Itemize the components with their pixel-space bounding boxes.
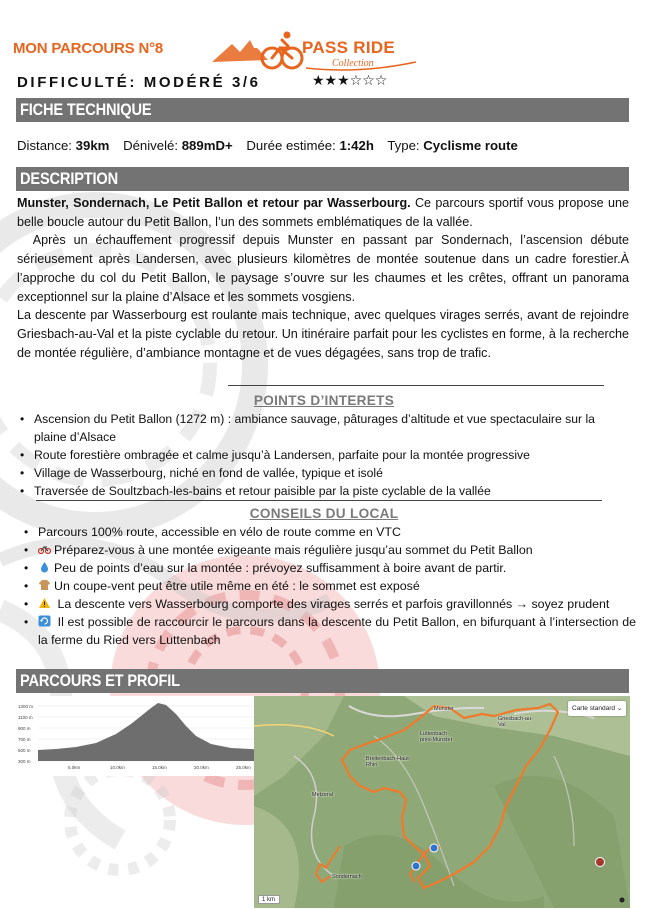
distance-value: 39km — [75, 138, 110, 153]
map-place-label: Sondernach — [332, 874, 362, 880]
list-item — [22, 577, 636, 595]
list-item: • Route forestière ombragée et calme jusqu’à Landersen, parfaite pour la montée progressive — [18, 446, 628, 464]
fiche-technique-line — [17, 138, 518, 153]
map-terrain — [254, 696, 630, 908]
divider — [228, 385, 604, 386]
x-tick-label: 15.0km — [152, 765, 167, 770]
description-paragraph: La descente par Wasserbourg est roulante mais technique, avec quelques virages serrés, avant de rejoindre Griesbach-au-Val et la piste cyclable du retour. Un itinéraire parfait pour les cyclistes en forme, à la recherche de montée régulière, d’ambiance montagne et de vues dégagées, sans trop de trafic. — [17, 308, 629, 360]
section-title: DESCRIPTION — [20, 169, 119, 188]
route-map[interactable] — [254, 696, 630, 908]
description-paragraph: Après un échauffement progressif depuis Munster en passant par Sondernach, l’ascension débute sérieusement après Landersen, avec plusieurs kilomètres de montée soutenue dans un cadre forestier.À l’approche du col du Petit Ballon, le paysage s’ouvre sur les chaumes et les crêtes, offrant un panorama exceptionnel sur la plaine d’Alsace et les sommets vosgiens. — [17, 233, 633, 304]
conseils-list — [22, 523, 636, 649]
warning-icon — [38, 597, 51, 609]
map-style-label: Carte standard — [572, 705, 615, 712]
section-description — [16, 167, 629, 191]
y-tick-label: 1300 m — [18, 704, 34, 709]
list-item — [22, 523, 636, 541]
list-item-text: La descente vers Wasserbourg comporte des virages serrés et parfois gravillonnés → soyez prudent — [54, 597, 610, 611]
section-title: FICHE TECHNIQUE — [20, 100, 152, 119]
list-item-text: Parcours 100% route, accessible en vélo de route comme en VTC — [38, 525, 401, 539]
list-item-text: Il est possible de raccourcir le parcours dans la descente du Petit Ballon, en bifurquant à l’intersection de la ferme du Ried vers Luttenbach — [38, 615, 636, 647]
elevation-label: Dénivelé: — [123, 138, 179, 153]
elevation-value: 889mD+ — [181, 138, 233, 153]
points-list — [18, 410, 628, 500]
y-tick-label: 1100 m — [18, 715, 33, 720]
distance-label: Distance: — [17, 138, 72, 153]
list-item — [22, 613, 636, 649]
section-parcours-profil — [16, 669, 629, 693]
logo-title: PASS RIDE — [302, 38, 396, 57]
description-text — [17, 194, 633, 362]
route-number: MON PARCOURS N°8 — [13, 40, 164, 57]
section-fiche-technique — [16, 98, 629, 122]
duration-label: Durée estimée: — [246, 138, 336, 153]
map-place-label: Munster — [434, 706, 454, 712]
y-tick-label: 500 m — [18, 748, 31, 753]
shortcut-icon — [38, 615, 51, 627]
map-place-label: Metzeral — [312, 792, 334, 798]
description-lead-text: Ce parcours sportif vous propose une belle boucle autour du Petit Ballon, l’un des sommets emblématiques de la vallée. — [17, 196, 629, 229]
type-value: Cyclisme route — [423, 138, 518, 153]
y-tick-label: 700 m — [18, 737, 31, 742]
points-title: POINTS D’INTERETS — [253, 393, 395, 408]
x-tick-label: 10.0km — [110, 765, 125, 770]
x-tick-label: 20.0km — [194, 765, 209, 770]
description-paragraph — [17, 194, 629, 231]
conseils-title: CONSEILS DU LOCAL — [249, 506, 399, 521]
list-item: • Village de Wasserbourg, niché en fond de vallée, typique et isolé — [18, 464, 628, 482]
duration-value: 1:42h — [339, 138, 374, 153]
list-item — [22, 541, 636, 559]
logo-subtitle: Collection — [332, 58, 374, 69]
list-item: • Ascension du Petit Ballon (1272 m) : ambiance sauvage, pâturages d’altitude et vue spectaculaire sur la plaine d’Alsace — [18, 410, 628, 446]
droplet-icon — [38, 561, 51, 573]
list-item-text: Un coupe-vent peut être utile même en été : le sommet est exposé — [54, 579, 420, 593]
list-item — [22, 559, 636, 577]
list-item-text: Peu de points d’eau sur la montée : prévoyez suffisamment à boire avant de partir. — [54, 561, 507, 575]
x-tick-label: 5.0km — [68, 765, 81, 770]
y-tick-label: 900 m — [18, 726, 31, 731]
y-tick-label: 300 m — [18, 759, 31, 764]
map-scale: 1 km — [258, 895, 280, 904]
x-tick-label: 25.0km — [236, 765, 251, 770]
map-place-label: Griesbach-au-Val — [498, 716, 533, 728]
list-item-text: Préparez-vous à une montée exigeante mais régulière jusqu’au sommet du Petit Ballon — [54, 543, 533, 557]
type-label: Type: — [387, 138, 420, 153]
list-item: • Traversée de Soultzbach-les-bains et retour paisible par la piste cyclable de la vallée — [18, 482, 628, 500]
map-place-label: Luttenbach-près-Munster — [420, 731, 453, 743]
chevron-down-icon: ⌄ — [616, 705, 623, 712]
description-lead: Munster, Sondernach, Le Petit Ballon et retour par Wasserbourg. — [17, 196, 411, 210]
difficulty-stars: ★★★☆☆☆ — [312, 73, 388, 89]
map-style-dropdown[interactable] — [568, 701, 626, 716]
list-item — [22, 595, 636, 613]
map-place-label: Breitenbach-Haut-Rhin — [366, 756, 411, 768]
difficulty-label: DIFFICULTÉ: MODÉRÉ 3/6 — [17, 74, 261, 91]
jacket-icon — [38, 579, 51, 591]
bike-icon — [38, 543, 51, 555]
divider — [36, 500, 602, 501]
section-title: PARCOURS ET PROFIL — [20, 671, 180, 690]
